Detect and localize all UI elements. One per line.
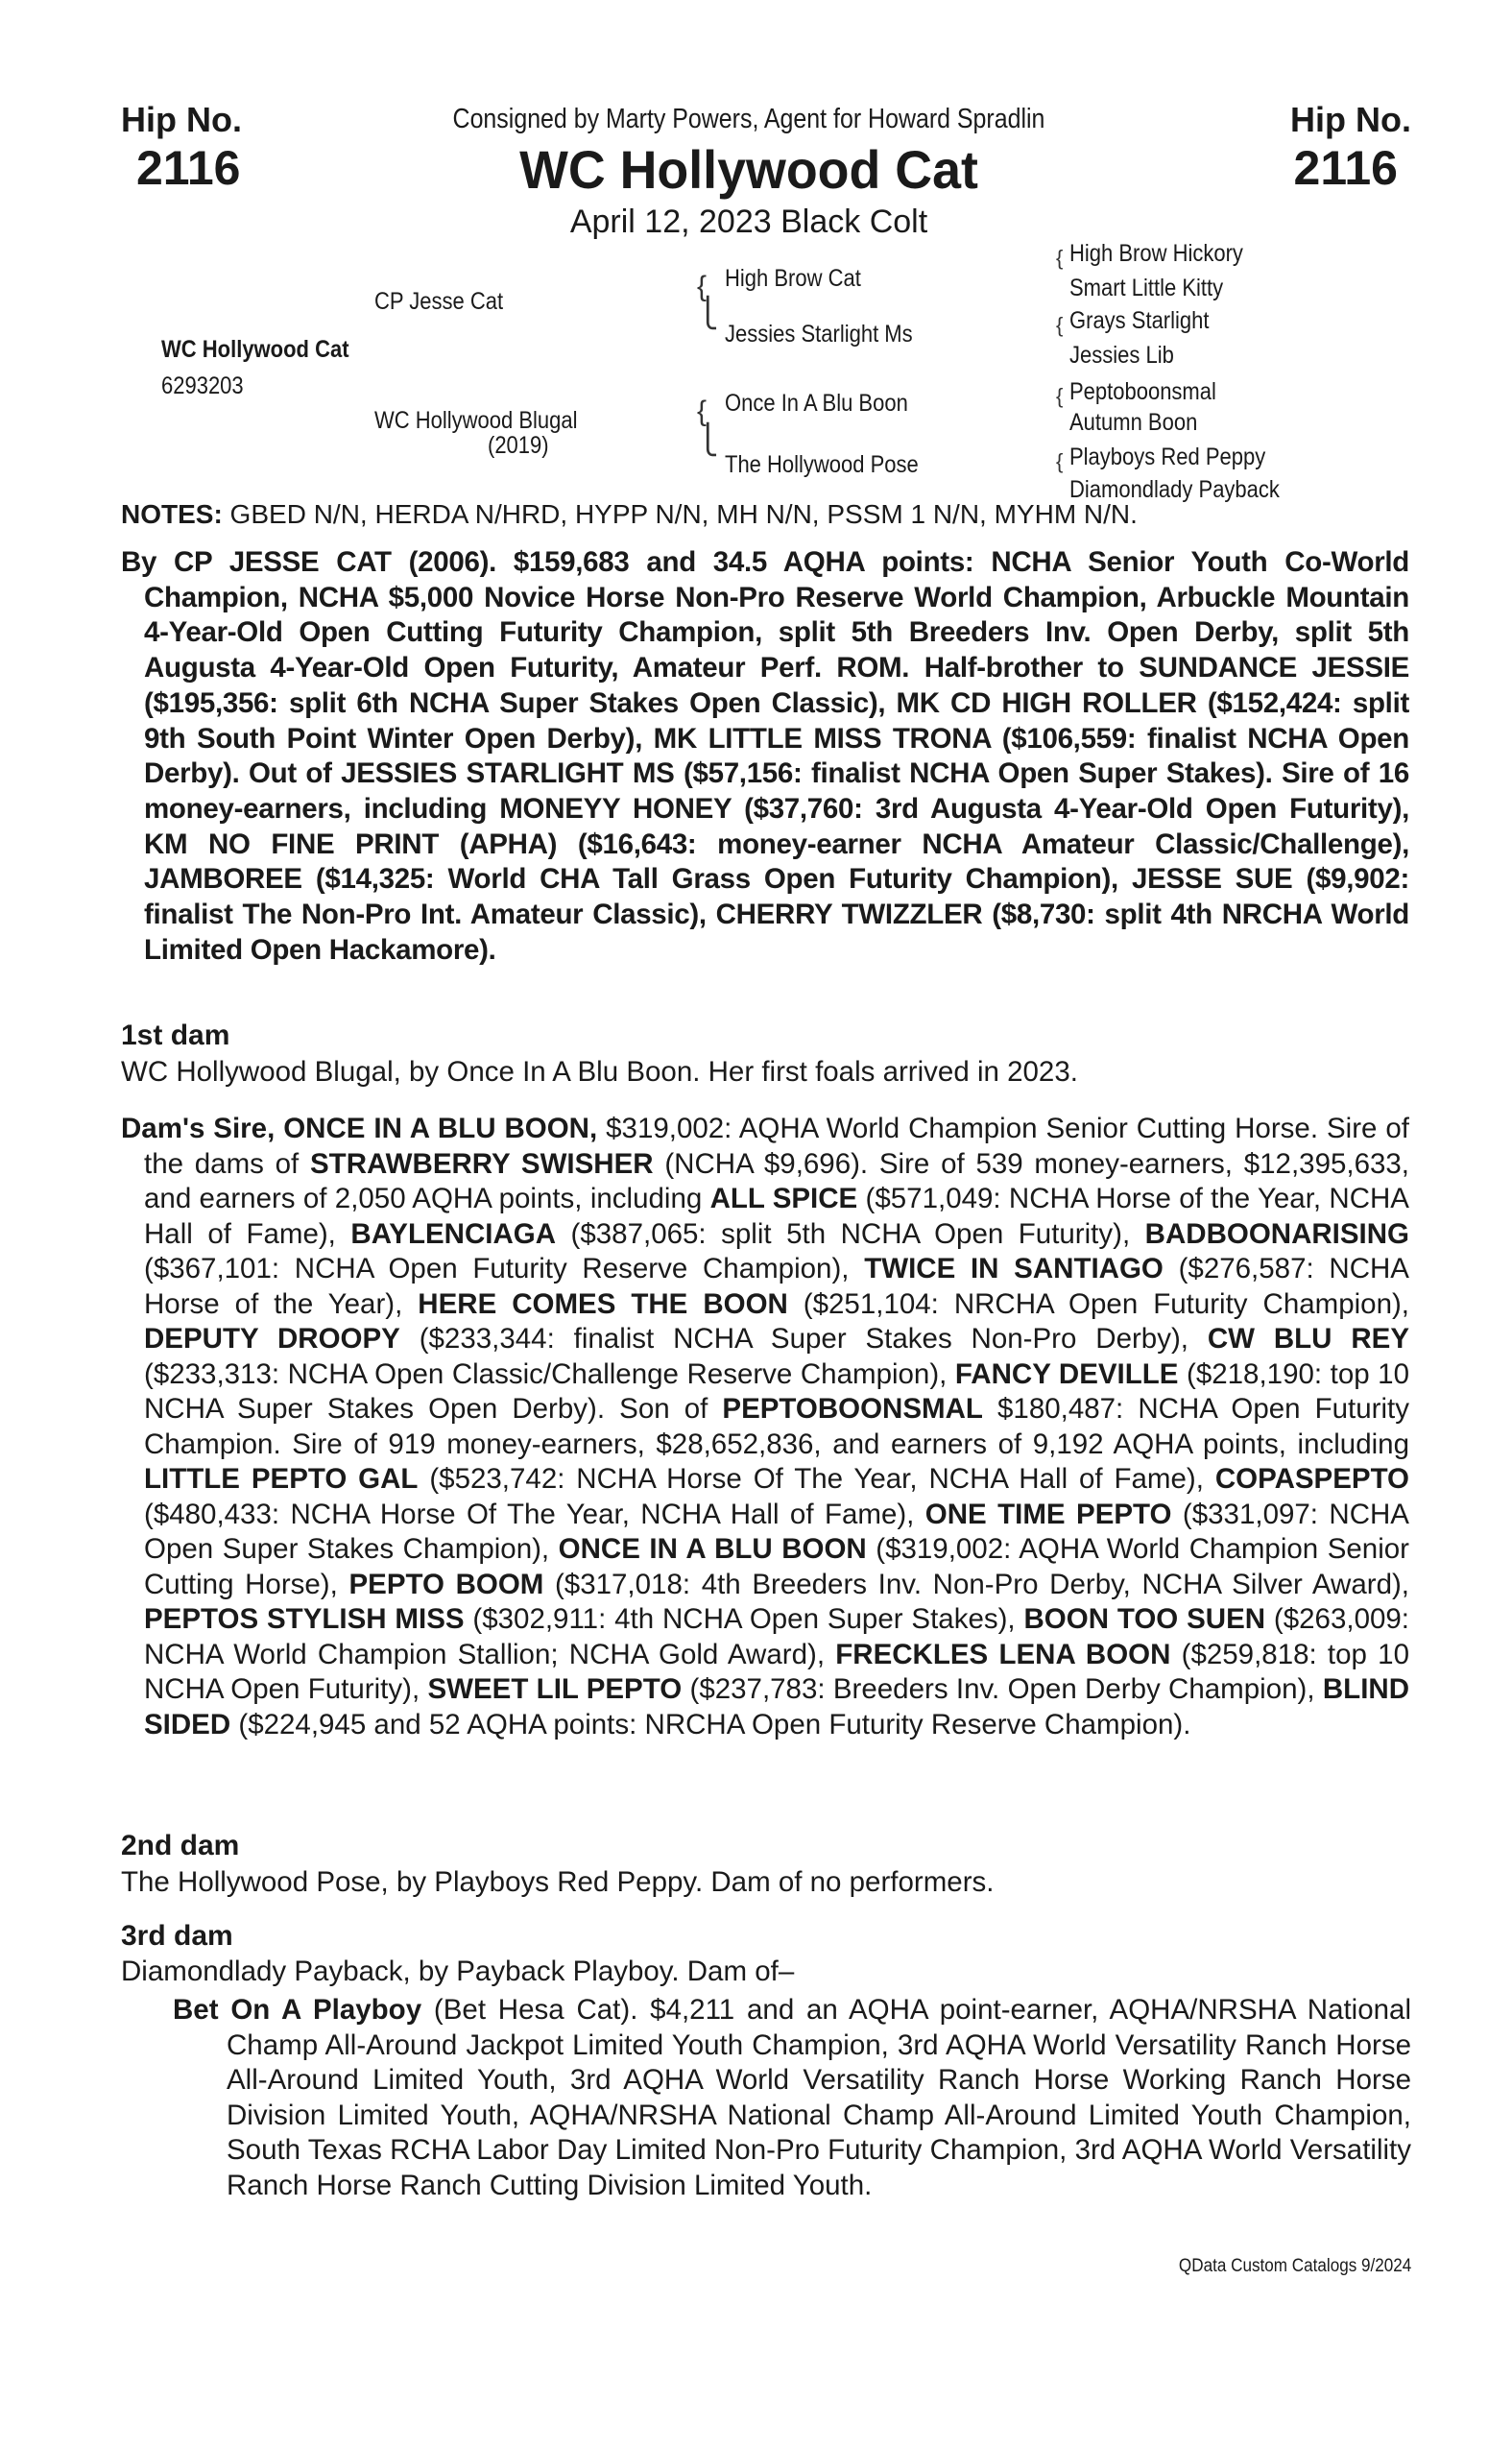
brace-g1: {	[1056, 246, 1064, 270]
record-text: ($387,065: split 5th NCHA Open Futurity),	[556, 1217, 1145, 1250]
record-text: $319,002: AQHA World Champion Senior Cutting Horse. Sire of the dams of	[144, 1113, 1409, 1180]
record-text: ($237,783: Breeders Inv. Open Derby Champion),	[682, 1673, 1323, 1705]
horse-name-bold: LITTLE PEPTO GAL	[144, 1463, 419, 1495]
record-text: ($367,101: NCHA Open Futurity Reserve Champion),	[144, 1253, 865, 1284]
record-text: ($319,002: AQHA World Champion Senior Cutting Horse),	[144, 1533, 1409, 1600]
brace-g4: {	[1056, 449, 1064, 473]
hip-number-right: 2116	[1293, 141, 1398, 195]
record-text: ($317,018: 4th Breeders Inv. Non-Pro Derby, NCHA Silver Award),	[543, 1568, 1409, 1600]
record-text: $180,487: NCHA Open Futurity Champion. Sire of 919 money-earners, $28,652,836, and earners of 9,192 AQHA points, including	[144, 1393, 1409, 1460]
horse-name-bold: CW BLU REY	[1207, 1323, 1409, 1355]
hip-label-left: Hip No.	[121, 100, 242, 139]
sire-paragraph: By CP JESSE CAT (2006). $159,683 and 34.5 AQHA points: NCHA Senior Youth Co-World Champion, NCHA $5,000 Novice Horse Non-Pro Reserve World Champion, Arbuckle Mountain 4-Year-Old Open Cutting Futurity Champion, split 5th Breeders Inv. Open Derby, split 5th Augusta 4-Year-Old Open Futurity, Amateur Perf. ROM. Half-brother to SUNDANCE JESSIE ($195,356: split 6th NCHA Super Stakes Open Classic), MK CD HIGH ROLLER ($152,424: split 9th South Point Winter Open Derby), MK LITTLE MISS TRONA ($106,559: finalist NCHA Open Derby). Out of JESSIES STARLIGHT MS ($57,156: finalist NCHA Open Super Stakes). Sire of 16 money-earners, including MONEYY HONEY ($37,760: 3rd Augusta 4-Year-Old Open Futurity), KM NO FINE PRINT (APHA) ($16,643: money-earner NCHA Amateur Classic/Challenge), JAMBOREE ($14,325: World CHA Tall Grass Open Futurity Champion), JESSE SUE ($9,902: finalist The Non-Pro Int. Amateur Classic), CHERRY TWIZZLER ($8,730: split 4th NRCHA World Limited Open Hackamore).	[121, 546, 1409, 966]
catalog-footer: QData Custom Catalogs 9/2024	[1178, 2256, 1411, 2276]
record-text: ($302,911: 4th NCHA Open Super Stakes),	[464, 1603, 1024, 1635]
horse-name-title: WC Hollywood Cat	[519, 139, 978, 200]
pedigree-ggen-1: High Brow Hickory	[1069, 240, 1243, 267]
horse-name-bold: ONCE IN A BLU BOON	[558, 1533, 867, 1565]
pedigree-ggen-7: Playboys Red Peppy	[1069, 444, 1266, 470]
brace-dam: {	[697, 396, 708, 427]
record-text: ($263,009: NCHA World Champion Stallion; NCHA Gold Award),	[144, 1603, 1409, 1670]
horse-name-bold: ONE TIME PEPTO	[924, 1498, 1172, 1530]
record-text: ($480,433: NCHA Horse Of The Year, NCHA Hall of Fame),	[144, 1498, 925, 1530]
pedigree-ggen-6: Autumn Boon	[1069, 409, 1198, 436]
record-text: ($233,313: NCHA Open Classic/Challenge Reserve Champion),	[144, 1357, 955, 1390]
pedigree-sire: CP Jesse Cat	[374, 288, 504, 315]
horse-name-bold: Dam's Sire, ONCE IN A BLU BOON,	[121, 1113, 598, 1144]
record-text: ($571,049: NCHA Horse of the Year, NCHA Hall of Fame),	[144, 1183, 1409, 1250]
record-text: (NCHA $9,696). Sire of 539 money-earners, $12,395,633, and earners of 2,050 AQHA points, including	[144, 1147, 1409, 1214]
brace-sire: {	[697, 271, 708, 302]
pedigree-ggen-5: Peptoboonsmal	[1069, 378, 1216, 405]
pedigree-ggen-2: Smart Little Kitty	[1069, 275, 1224, 301]
first-dam-text: WC Hollywood Blugal, by Once In A Blu Boon. Her first foals arrived in 2023.	[121, 1056, 1078, 1088]
horse-name-bold: TWICE IN SANTIAGO	[864, 1253, 1164, 1284]
second-dam-text: The Hollywood Pose, by Playboys Red Peppy. Dam of no performers.	[121, 1866, 995, 1898]
dams-sire-paragraph	[121, 1112, 1409, 1742]
pedigree-ggen-3: Grays Starlight	[1069, 307, 1210, 334]
brace-g3: {	[1056, 384, 1064, 408]
brace-dam-low: ⎩	[697, 424, 719, 456]
genetic-notes	[121, 499, 1417, 530]
record-text: ($276,587: NCHA Horse of the Year),	[144, 1253, 1409, 1320]
pedigree-sire-sire: High Brow Cat	[725, 265, 861, 292]
third-dam-heading: 3rd dam	[121, 1920, 233, 1952]
record-text: ($259,818: top 10 NCHA Open Futurity),	[144, 1638, 1409, 1705]
horse-name-bold: DEPUTY DROOPY	[144, 1323, 400, 1355]
pedigree-ggen-4: Jessies Lib	[1069, 342, 1174, 369]
hip-number-left: 2116	[136, 141, 241, 195]
offspring-name: Bet On A Playboy	[173, 1994, 422, 2026]
pedigree-ggen-8: Diamondlady Payback	[1069, 476, 1280, 503]
horse-name-bold: BAYLENCIAGA	[350, 1217, 557, 1250]
pedigree-subject: WC Hollywood Cat	[161, 336, 349, 363]
horse-name-bold: SWEET LIL PEPTO	[427, 1673, 683, 1705]
pedigree-dam-dam: The Hollywood Pose	[725, 451, 919, 478]
horse-name-bold: FRECKLES LENA BOON	[835, 1638, 1171, 1670]
record-text: ($523,742: NCHA Horse Of The Year, NCHA Hall of Fame),	[418, 1463, 1215, 1495]
notes-label: NOTES:	[121, 499, 223, 529]
horse-name-bold: PEPTOS STYLISH MISS	[144, 1603, 465, 1635]
horse-name-bold: HERE COMES THE BOON	[418, 1287, 788, 1320]
hip-label-right: Hip No.	[1290, 100, 1411, 139]
record-text: ($331,097: NCHA Open Super Stakes Champion),	[144, 1498, 1409, 1565]
notes-text: GBED N/N, HERDA N/HRD, HYPP N/N, MH N/N, PSSM 1 N/N, MYHM N/N.	[222, 499, 1138, 529]
horse-name-bold: ALL SPICE	[709, 1183, 858, 1214]
pedigree-dam-sire: Once In A Blu Boon	[725, 390, 908, 417]
record-text: ($224,945 and 52 AQHA points: NRCHA Open Futurity Reserve Champion).	[230, 1708, 1191, 1740]
birth-info: April 12, 2023 Black Colt	[569, 204, 928, 240]
record-text: ($218,190: top 10 NCHA Super Stakes Open Derby). Son of	[144, 1357, 1409, 1425]
record-text: ($251,104: NRCHA Open Futurity Champion),	[787, 1287, 1409, 1320]
horse-name-bold: BOON TOO SUEN	[1023, 1603, 1266, 1635]
horse-name-bold: FANCY DEVILLE	[954, 1357, 1179, 1390]
horse-name-bold: BADBOONARISING	[1144, 1217, 1409, 1250]
second-dam-heading: 2nd dam	[121, 1830, 240, 1861]
horse-name-bold: PEPTO BOOM	[348, 1568, 544, 1600]
pedigree-sire-dam: Jessies Starlight Ms	[725, 321, 913, 348]
consignor-line: Consigned by Marty Powers, Agent for Howard Spradlin	[452, 104, 1045, 134]
offspring-record: (Bet Hesa Cat). $4,211 and an AQHA point-earner, AQHA/NRSHA National Champ All-Around Jackpot Limited Youth Champion, 3rd AQHA World Versatility Ranch Horse All-Around Limited Youth, 3rd AQHA World Versatility Ranch Horse Working Ranch Horse Division Limited Youth, AQHA/NRSHA National Champ All-Around Limited Youth Champion, South Texas RCHA Labor Day Limited Non-Pro Futurity Champion, 3rd AQHA World Versatility Ranch Horse Ranch Cutting Division Limited Youth.	[227, 1994, 1412, 2201]
third-dam-text: Diamondlady Payback, by Payback Playboy. Dam of–	[121, 1956, 795, 1987]
horse-name-bold: PEPTOBOONSMAL	[722, 1393, 983, 1425]
pedigree-registration: 6293203	[161, 372, 244, 399]
record-text: ($233,344: finalist NCHA Super Stakes Non-Pro Derby),	[399, 1323, 1208, 1355]
third-dam-offspring	[173, 1993, 1411, 2203]
horse-name-bold: COPASPEPTO	[1214, 1463, 1410, 1495]
first-dam-heading: 1st dam	[121, 1020, 230, 1051]
horse-name-bold: STRAWBERRY SWISHER	[310, 1147, 654, 1180]
pedigree-dam-year: (2019)	[488, 432, 549, 459]
brace-sire-low: ⎩	[697, 298, 719, 329]
horse-name-bold: BLIND SIDED	[144, 1673, 1410, 1740]
brace-g2: {	[1056, 313, 1064, 337]
pedigree-dam: WC Hollywood Blugal	[374, 407, 578, 434]
